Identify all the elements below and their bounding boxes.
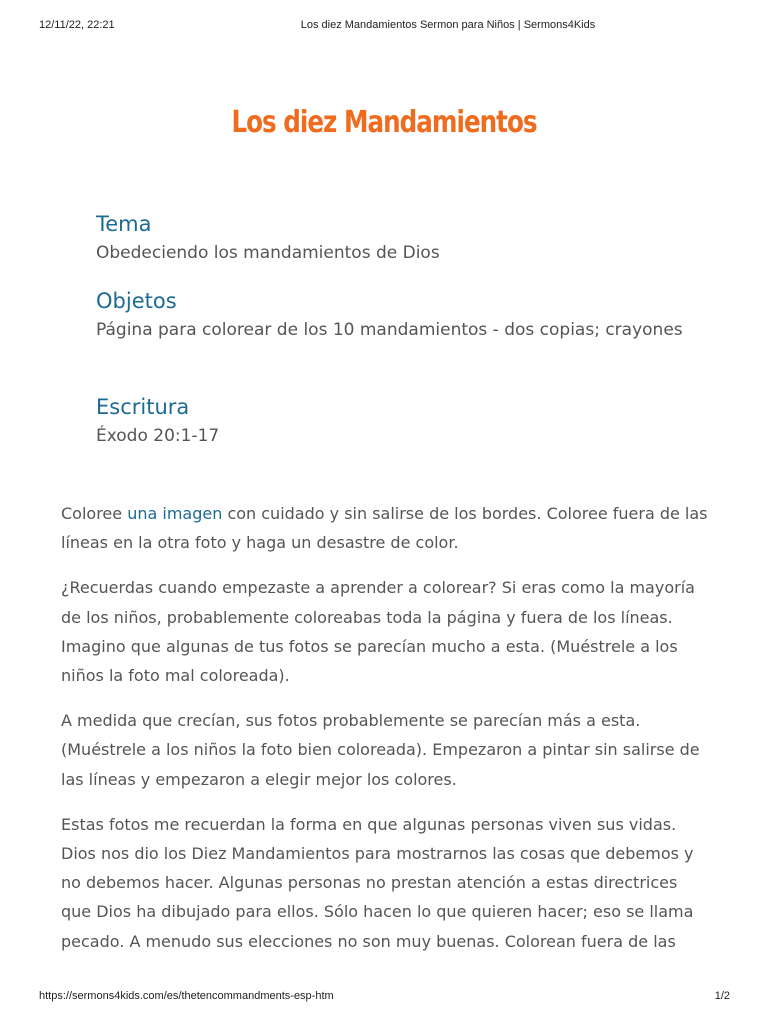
meta-escritura: [96, 392, 706, 451]
meta-tema: [96, 209, 706, 268]
sermon-body: [61, 499, 711, 972]
print-url: https://sermons4kids.com/es/thetencommandments-esp-htm: [39, 990, 334, 1002]
paragraph-3: A medida que crecían, sus fotos probablemente se parecían más a esta. (Muéstrele a los niños la foto bien coloreada). Empezaron a pintar sin salirse de las líneas y empezaron a elegir mejor los colores.: [61, 711, 700, 789]
print-footer: [0, 990, 768, 1006]
paragraph-4: Estas fotos me recuerdan la forma en que algunas personas viven sus vidas. Dios nos dio los Diez Mandamientos para mostrarnos las cosas que debemos y no debemos hacer. Algunas personas no prestan atención a estas directrices que Dios ha dibujado para ellos. Sólo hacen lo que quieren hacer; eso se llama pecado. A menudo sus elecciones no son muy buenas. Colorean fuera de las: [61, 814, 694, 951]
print-date: 12/11/22, 22:21: [39, 19, 115, 31]
paragraph-1-start: Coloree: [61, 504, 128, 523]
paragraph-1: [61, 499, 711, 557]
print-page-number: 1/2: [714, 990, 730, 1002]
meta-objetos-label: Objetos: [96, 289, 177, 313]
meta-objetos: [96, 286, 706, 345]
meta-objetos-value: Página para colorear de los 10 mandamientos - dos copias; crayones: [96, 320, 683, 340]
meta-tema-label: Tema: [96, 212, 152, 236]
image-link[interactable]: una imagen: [127, 504, 223, 523]
paragraph-2: ¿Recuerdas cuando empezaste a aprender a colorear? Si eras como la mayoría de los niños, probablemente coloreabas toda la página y fuera de los líneas. Imagino que algunas de tus fotos se parecían mucho a esta. (Muéstrele a los niños la foto mal coloreada).: [61, 578, 695, 686]
meta-escritura-label: Escritura: [96, 395, 190, 419]
page-title: Los diez Mandamientos: [231, 105, 537, 140]
paragraph-1-end: con cuidado y sin salirse de los bordes. Coloree fuera de las líneas en la otra foto y haga un desastre de color.: [61, 504, 708, 553]
meta-tema-value: Obedeciendo los mandamientos de Dios: [96, 243, 440, 263]
print-page-title: Los diez Mandamientos Sermon para Niños | Sermons4Kids: [300, 19, 596, 31]
meta-escritura-value: Éxodo 20:1-17: [96, 426, 220, 446]
print-header: [0, 19, 768, 35]
